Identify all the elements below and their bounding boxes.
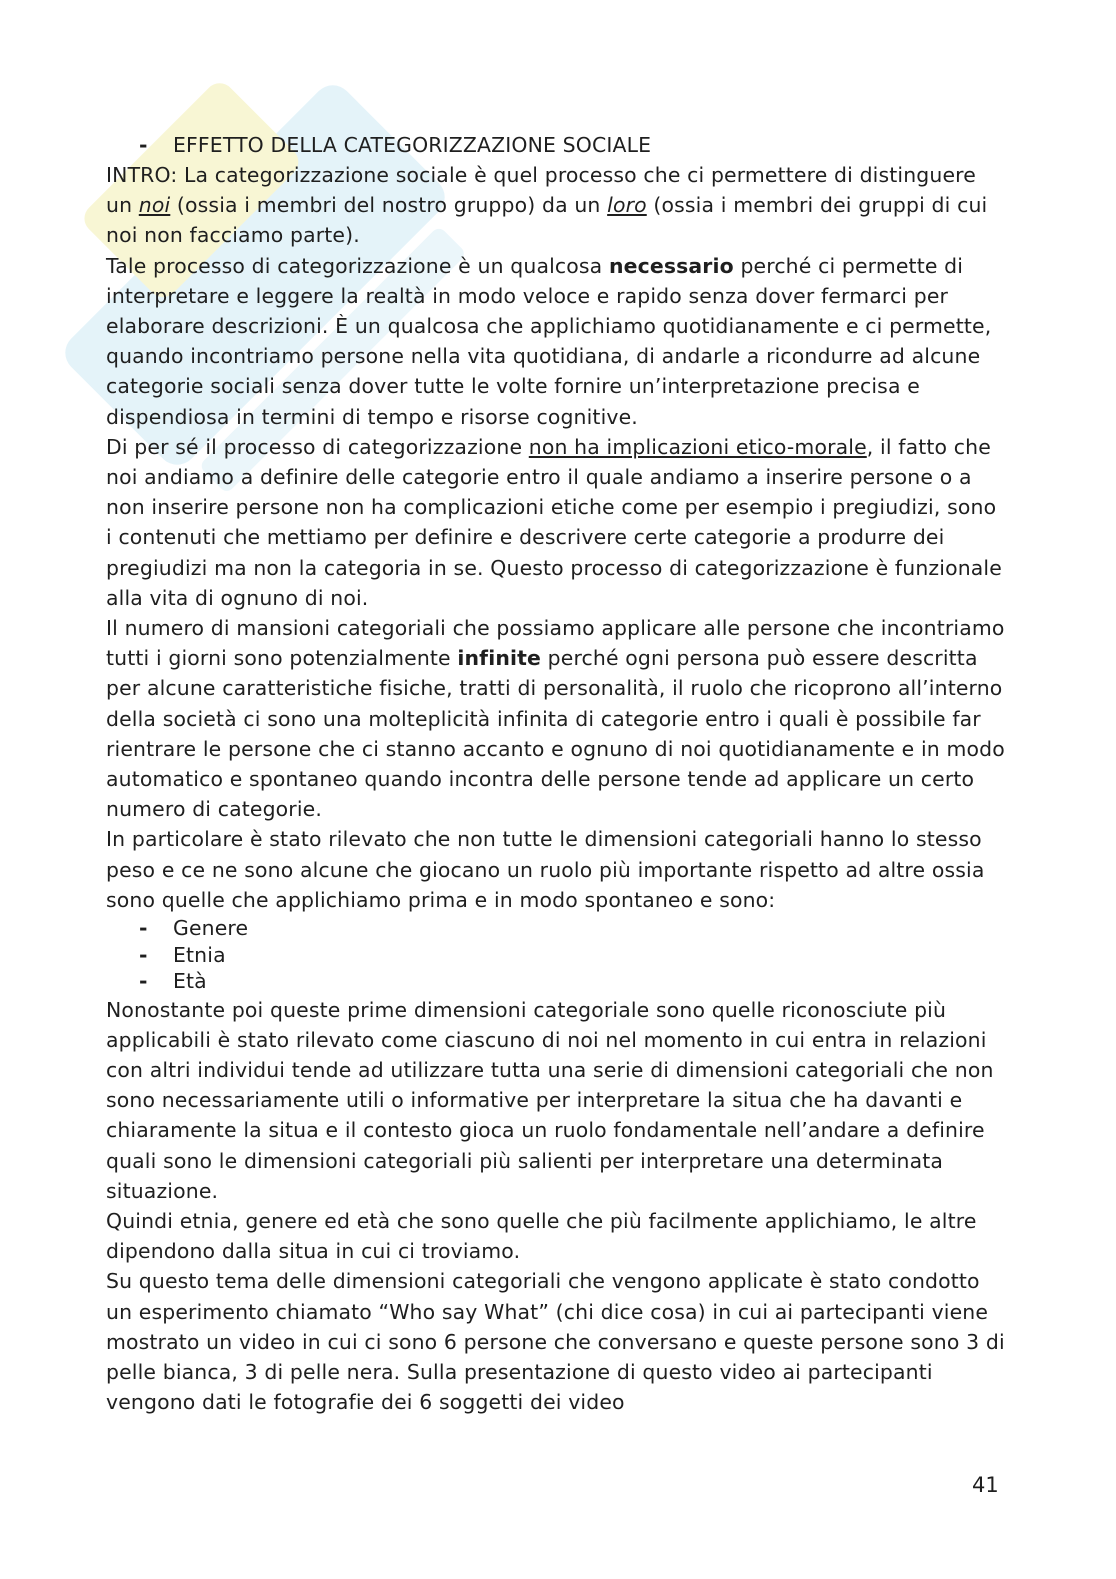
paragraph-implicazioni: Di per sé il processo di categorizzazione non ha implicazioni etico-morale, il fatto che noi andiamo a definire delle categorie entro il quale andiamo a inserire persone o a non inserire persone non ha complicazioni etiche come per esempio i pregiudizi, sono i contenuti che mettiamo per definire e descrivere certe categorie a produrre dei pregiudizi ma non la categoria in se. Questo processo di categorizzazione è funzionale alla vita di ognuno di noi. (106, 434, 1002, 610)
emphasis-implicazioni: non ha implicazioni etico-morale (528, 434, 867, 459)
paragraph-quindi: Quindi etnia, genere ed età che sono quelle che più facilmente applichiamo, le altre dipendono dalla situa in cui ci troviamo. (106, 1209, 977, 1264)
paragraph-nonostante: Nonostante poi queste prime dimensioni categoriale sono quelle riconosciute più applicabili è stato rilevato come ciascuno di noi nel momento in cui entra in relazioni con altri individui tende ad utilizzare tutta una serie di dimensioni categoriali che non sono necessariamente utili o informative per interpretare la situa che ha davanti e chiaramente la situa e il contesto gioca un ruolo fondamentale nell’andare a definire quali sono le dimensioni categoriali più salienti per interpretare una determinata situazione. (106, 997, 994, 1203)
paragraph-esperimento: Su questo tema delle dimensioni categoriali che vengono applicate è stato condotto un esperimento chiamato “Who say What” (chi dice cosa) in cui ai partecipanti viene mostrato un video in cui ci sono 6 persone che conversano e queste persone sono 3 di pelle bianca, 3 di pelle nera. Sulla presentazione di questo video ai partecipanti vengono dati le fotografie dei 6 soggetti dei video (106, 1269, 1005, 1415)
list-item: - Etnia (139, 942, 226, 967)
bullet-dash: - (139, 969, 148, 994)
emphasis-infinite: infinite (457, 646, 542, 671)
section-heading (106, 130, 1006, 160)
term-noi: noi (138, 193, 171, 218)
bullet-dash: - (139, 133, 148, 157)
category-list (106, 915, 1006, 995)
emphasis-necessario: necessario (608, 253, 734, 278)
page-number: 41 (972, 1473, 999, 1497)
list-item: - Età (139, 969, 207, 994)
section-heading-text: EFFETTO DELLA CATEGORIZZAZIONE SOCIALE (173, 133, 652, 157)
paragraph-infinite: Il numero di mansioni categoriali che possiamo applicare alle persone che incontriamo tutti i giorni sono potenzialmente infinite perché ogni persona può essere descritta per alcune caratteristiche fisiche, tratti di personalità, il ruolo che ricoprono all’interno della società ci sono una molteplicità infinita di categorie entro i quali è possibile far rientrare le persone che ci stanno accanto e ognuno di noi quotidianamente e in modo automatico e spontaneo quando incontra delle persone tende ad applicare un certo numero di categorie. (106, 616, 1005, 822)
list-item: - Genere (139, 916, 249, 941)
paragraph-dimensioni: In particolare è stato rilevato che non tutte le dimensioni categoriali hanno lo stesso peso e ce ne sono alcune che giocano un ruolo più importante rispetto ad altre ossia sono quelle che applichiamo prima e in modo spontaneo e sono: (106, 827, 985, 912)
paragraph-necessario: Tale processo di categorizzazione è un qualcosa necessario perché ci permette di interpretare e leggere la realtà in modo veloce e rapido senza dover fermarci per elaborare descrizioni. È un qualcosa che applichiamo quotidianamente e ci permette, quando incontriamo persone nella vita quotidiana, di andarle a ricondurre ad alcune categorie sociali senza dover tutte le volte fornire un’interpretazione precisa e dispendiosa in termini di tempo e risorse cognitive. (106, 253, 992, 429)
document-body (106, 130, 1006, 1417)
paragraph-intro: INTRO: La categorizzazione sociale è quel processo che ci permettere di distinguere un noi (ossia i membri del nostro gruppo) da un loro (ossia i membri dei gruppi di cui noi non facciamo parte). (106, 163, 988, 248)
bullet-dash: - (139, 942, 148, 967)
term-loro: loro (607, 193, 647, 218)
bullet-dash: - (139, 916, 148, 941)
